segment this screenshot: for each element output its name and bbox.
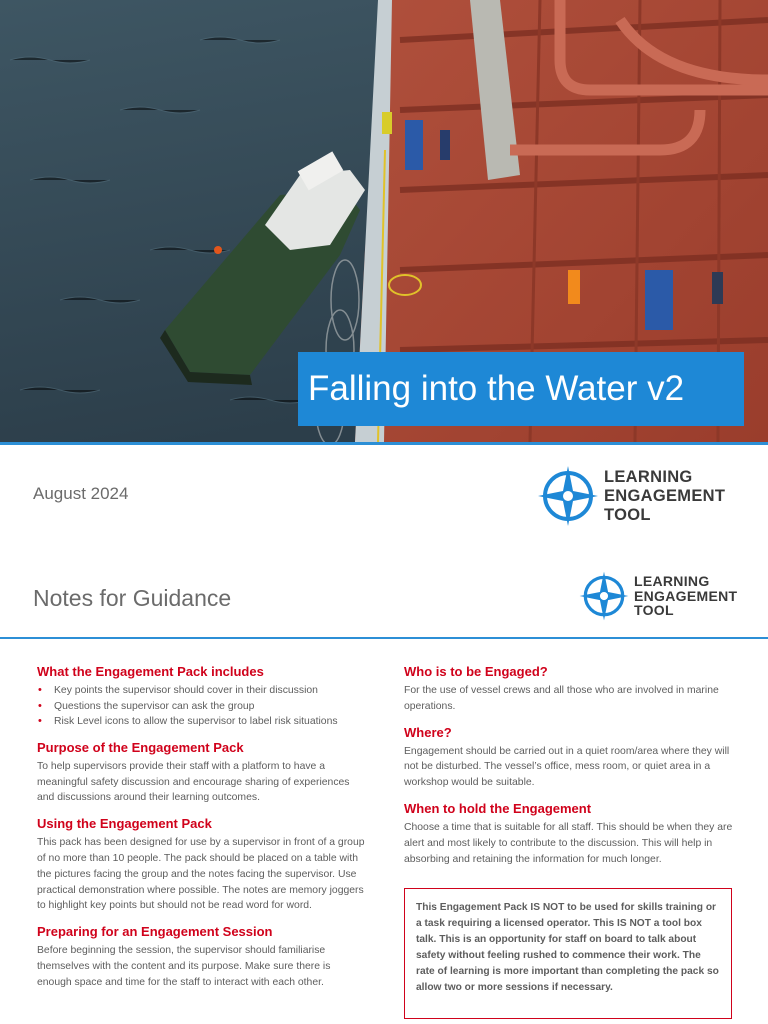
learning-engagement-tool-logo <box>536 464 725 528</box>
section-heading: Purpose of the Engagement Pack <box>37 739 244 755</box>
hero-divider <box>0 442 768 445</box>
bullet-icon: • <box>38 699 42 712</box>
logo-line-2: ENGAGEMENT <box>604 486 726 505</box>
section-heading: Where? <box>404 724 452 740</box>
section-heading: What the Engagement Pack includes <box>37 664 264 679</box>
section-heading: Preparing for an Engagement Session <box>37 924 273 940</box>
list-item: • Key points the supervisor should cover in their discussion <box>37 683 367 699</box>
section-preparing <box>37 924 367 990</box>
section-text: Choose a time that is suitable for all staff. This should be when they are alert and most likely to contribute to the discussion. This will help in absorbing and retaining the information for much longer. <box>404 821 733 865</box>
section-who <box>404 664 734 715</box>
left-column <box>37 664 367 1001</box>
logo-line-2: ENGAGEMENT <box>634 587 738 604</box>
section-text: This pack has been designed for use by a supervisor in front of a group of no more than 10 people. The pack should be placed on a table with the pictures facing the group and the notes facing the supervisor. Use practical demonstration where possible. The notes are memory joggers to highlight key points but should not be read word for word. <box>37 837 365 912</box>
guidance-divider <box>0 637 768 639</box>
bullet-icon: • <box>38 715 42 728</box>
section-text: Engagement should be carried out in a quiet room/area where they will not be disturbed. The vessel’s office, mess room, or quiet area in a workshop would be suitable. <box>404 745 730 789</box>
learning-engagement-tool-logo-small <box>578 570 737 622</box>
section-purpose <box>37 740 367 806</box>
section-heading: When to hold the Engagement <box>404 800 592 816</box>
warning-notice-box: This Engagement Pack IS NOT to be used for skills training or a task requiring a licensed operator. This IS NOT a tool box talk. This is an opportunity for staff on board to talk about safety without feeling rushed to commence their work. The rate of learning is more important than completing the pack so allow two or more sessions if necessary. <box>404 888 732 1019</box>
list-item: • Questions the supervisor can ask the group <box>37 699 367 715</box>
section-includes <box>37 664 367 730</box>
section-text: Before beginning the session, the supervisor should familiarise themselves with the content and its purpose. Make sure there is enough space and time for the staff to interact with each other. <box>37 945 331 988</box>
bullet-icon: • <box>38 684 42 696</box>
section-when <box>404 801 734 867</box>
section-text: To help supervisors provide their staff with a platform to have a meaningful safety discussion and encourage sharing of experiences and discussions around their learning outcomes. <box>37 760 350 804</box>
notes-for-guidance-heading: Notes for Guidance <box>33 585 232 611</box>
logo-line-3: TOOL <box>634 602 674 619</box>
section-using <box>37 816 367 914</box>
compass-icon <box>536 464 600 528</box>
document-title: Falling into the Water v2 <box>298 352 744 426</box>
compass-icon <box>578 570 630 622</box>
section-where <box>404 725 734 791</box>
document-date: August 2024 <box>33 484 129 503</box>
includes-list <box>37 683 367 730</box>
list-item: • Risk Level icons to allow the supervisor to label risk situations <box>37 714 367 730</box>
hero-image <box>0 0 768 442</box>
logo-line-1: LEARNING <box>634 573 710 590</box>
section-text: For the use of vessel crews and all those who are involved in marine operations. <box>404 685 719 712</box>
logo-line-3: TOOL <box>604 505 651 524</box>
logo-line-1: LEARNING <box>604 467 693 486</box>
section-heading: Using the Engagement Pack <box>37 816 212 832</box>
right-column <box>404 664 734 877</box>
section-heading: Who is to be Engaged? <box>404 664 548 679</box>
